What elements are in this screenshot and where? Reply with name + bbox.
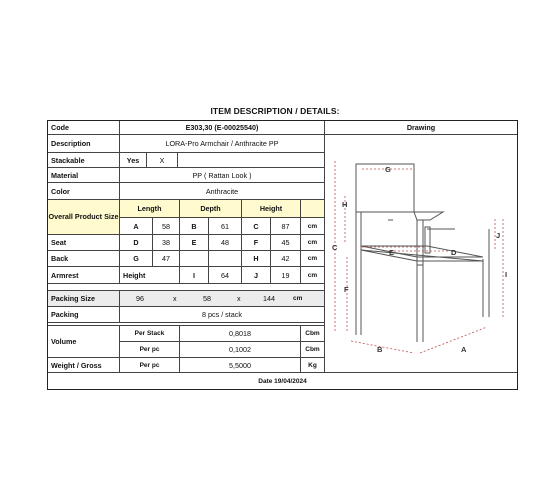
- stackable-label: Stackable: [48, 153, 120, 168]
- dim-key-i: I: [180, 267, 209, 284]
- dim-label-i: I: [505, 270, 508, 279]
- seat-label: Seat: [48, 235, 120, 251]
- height-header: Height: [242, 200, 301, 218]
- weight-unit: Kg: [301, 358, 325, 373]
- volume-per-stack-label: Per Stack: [120, 326, 180, 342]
- volume-unit-pc: Cbm: [301, 342, 325, 358]
- dim-label-h: H: [342, 200, 348, 209]
- drawing-header: Drawing: [325, 121, 517, 135]
- packing-height: 144: [263, 294, 275, 303]
- dim-key-j: J: [242, 267, 271, 284]
- code-label: Code: [48, 121, 120, 135]
- dim-unit-row1: cm: [301, 218, 325, 235]
- spacer-row: [48, 284, 325, 291]
- volume-per-pc-value: 0,1002: [180, 342, 301, 358]
- dim-label-b: B: [377, 345, 383, 354]
- dim-value-g: 47: [153, 251, 180, 267]
- dim-key-f: F: [242, 235, 271, 251]
- material-label: Material: [48, 168, 120, 183]
- dim-value-blank: [209, 251, 242, 267]
- dim-label-j: J: [496, 231, 501, 240]
- dim-value-c: 87: [271, 218, 301, 235]
- dim-label-a: A: [461, 345, 467, 354]
- description-value: LORA-Pro Armchair / Anthracite PP: [120, 135, 325, 153]
- length-header: Length: [120, 200, 180, 218]
- weight-value: 5,5000: [180, 358, 301, 373]
- chair-drawing: [325, 131, 508, 364]
- dim-unit-row4: cm: [301, 267, 325, 284]
- dim-label-g: G: [385, 165, 391, 174]
- armrest-label: Armrest: [48, 267, 120, 284]
- date-footer: Date 19/04/2024: [258, 377, 307, 385]
- dim-value-d: 38: [153, 235, 180, 251]
- depth-header: Depth: [180, 200, 242, 218]
- page-title: ITEM DESCRIPTION / DETAILS:: [210, 106, 340, 116]
- dim-value-b: 61: [209, 218, 242, 235]
- dim-key-blank: [180, 251, 209, 267]
- dim-key-h: H: [242, 251, 271, 267]
- armrest-height-label: Height: [120, 267, 180, 284]
- dim-unit-row3: cm: [301, 251, 325, 267]
- dim-value-e: 48: [209, 235, 242, 251]
- packing-label: Packing: [48, 307, 120, 323]
- packing-x1: x: [173, 294, 177, 303]
- dim-key-b: B: [180, 218, 209, 235]
- packing-value: 8 pcs / stack: [120, 307, 325, 323]
- packing-x2: x: [237, 294, 241, 303]
- dim-label-c: C: [332, 243, 338, 252]
- description-label: Description: [48, 135, 120, 153]
- packing-length: 96: [136, 294, 144, 303]
- volume-per-pc-label: Per pc: [120, 342, 180, 358]
- dim-key-d: D: [120, 235, 153, 251]
- overall-size-label: Overall Product Size: [48, 200, 120, 235]
- dim-value-a: 58: [153, 218, 180, 235]
- dim-key-e: E: [180, 235, 209, 251]
- volume-unit-stack: Cbm: [301, 326, 325, 342]
- color-label: Color: [48, 183, 120, 200]
- packing-unit: cm: [293, 295, 303, 302]
- dim-key-a: A: [120, 218, 153, 235]
- packing-width: 58: [203, 294, 211, 303]
- back-label: Back: [48, 251, 120, 267]
- weight-label: Weight / Gross: [48, 358, 120, 373]
- stackable-value: Yes: [120, 153, 147, 168]
- dim-value-h: 42: [271, 251, 301, 267]
- dim-label-e: E: [389, 248, 395, 257]
- code-value: E303,30 (E-00025540): [120, 121, 325, 135]
- material-value: PP ( Rattan Look ): [120, 168, 325, 183]
- dim-label-d: D: [451, 248, 457, 257]
- stackable-mark: X: [147, 153, 178, 168]
- volume-label: Volume: [48, 326, 120, 358]
- dim-unit-row2: cm: [301, 235, 325, 251]
- packing-size-row: [120, 291, 325, 307]
- packing-size-label: Packing Size: [48, 291, 120, 307]
- dim-value-j: 19: [271, 267, 301, 284]
- color-value: Anthracite: [120, 183, 325, 200]
- weight-per-pc-label: Per pc: [120, 358, 180, 373]
- dim-label-f: F: [344, 285, 349, 294]
- dim-value-i: 64: [209, 267, 242, 284]
- unit-header-blank: [301, 200, 325, 218]
- stackable-blank: [178, 153, 325, 168]
- dim-key-g: G: [120, 251, 153, 267]
- dim-key-c: C: [242, 218, 271, 235]
- volume-per-stack-value: 0,8018: [180, 326, 301, 342]
- dim-value-f: 45: [271, 235, 301, 251]
